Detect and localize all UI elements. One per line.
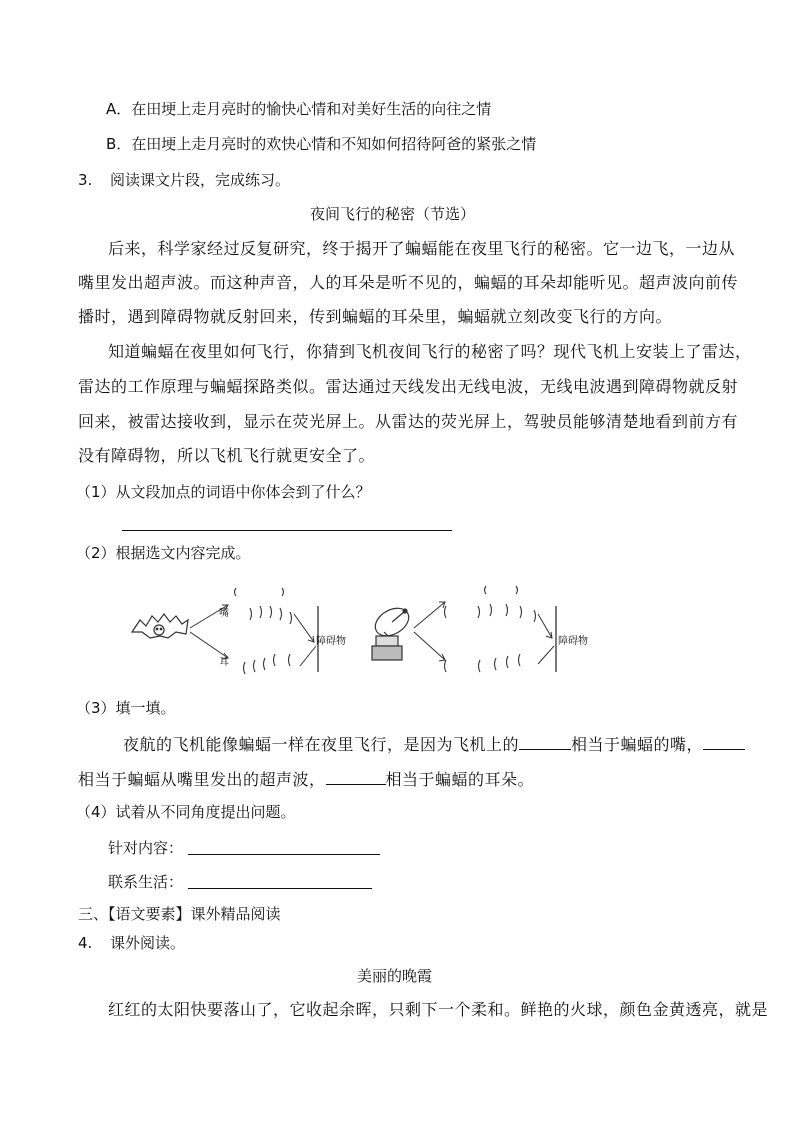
passage-line: 雷达的工作原理与蝙蝠探路类似。雷达通过天线发出无线电波，无线电波遇到障碍物就反射 <box>78 377 739 396</box>
bat-icon <box>132 614 188 638</box>
obstacle-label: 障碍物 <box>316 636 346 647</box>
blank-receiver[interactable] <box>326 768 386 785</box>
question-number-3: 3. <box>78 171 93 189</box>
radar-dish-icon <box>370 603 413 660</box>
fill-text-part1: 夜航的飞机能像蝙蝠一样在夜里飞行，是因为飞机上的 <box>123 735 520 754</box>
passage-line: 嘴里发出超声波。而这种声音，人的耳朵是听不见的，蝙蝠的耳朵却能听见。超声波向前传 <box>78 273 739 292</box>
article-title: 美丽的晚霞 <box>357 967 433 985</box>
section-heading: 三、【语文要素】课外精品阅读 <box>78 905 281 923</box>
passage-line: 知道蝙蝠在夜里如何飞行，你猜到飞机夜间飞行的秘密了吗？现代飞机上安装上了雷达， <box>108 342 752 361</box>
sub-question-2: （2）根据选文内容完成。 <box>76 544 251 562</box>
sub-question-4: （4）试着从不同角度提出问题。 <box>76 803 296 821</box>
blank-radar[interactable] <box>519 733 571 750</box>
blank-wave[interactable] <box>703 733 745 750</box>
question-number-4: 4. <box>78 934 93 952</box>
life-label: 联系生活： <box>108 873 184 891</box>
echolocation-diagram <box>0 570 794 690</box>
article-line: 红红的太阳快要落山了，它收起余晖，只剩下一个柔和。鲜艳的火球，颜色金黄透亮，就是 <box>108 1000 769 1019</box>
answer-line-1[interactable] <box>122 530 452 531</box>
question-3-instruction: 阅读课文片段，完成练习。 <box>110 171 291 189</box>
answer-line-content[interactable] <box>188 854 380 855</box>
mouth-label: 嘴 <box>219 608 229 619</box>
fill-text-part2: 相当于蝙蝠的嘴， <box>571 735 704 754</box>
passage-line: 播时，遇到障碍物就反射回来，传到蝙蝠的耳朵里，蝙蝠就立刻改变飞行的方向。 <box>78 307 673 326</box>
passage-line: 没有障碍物，所以飞机飞行就更安全了。 <box>78 446 376 465</box>
option-a: A．在田埂上走月亮时的愉快心情和对美好生活的向往之情 <box>106 100 492 118</box>
sub-question-1: （1）从文段加点的词语中你体会到了什么？ <box>76 483 371 501</box>
fill-line-1 <box>123 733 745 755</box>
question-4-instruction: 课外阅读。 <box>110 934 186 952</box>
fill-line-2 <box>78 768 534 790</box>
content-label: 针对内容： <box>108 839 184 857</box>
passage-line: 后来，科学家经过反复研究，终于揭开了蝙蝠能在夜里飞行的秘密。它一边飞，一边从 <box>108 239 736 258</box>
answer-line-life[interactable] <box>188 888 372 889</box>
option-b: B．在田埂上走月亮时的欢快心情和不知如何招待阿爸的紧张之情 <box>106 135 537 153</box>
obstacle-label: 障碍物 <box>558 636 588 647</box>
passage-title: 夜间飞行的秘密（节选） <box>310 205 476 223</box>
fill-text-part4: 相当于蝙蝠的耳朵。 <box>385 770 535 789</box>
sub-question-3: （3）填一填。 <box>76 699 176 717</box>
ear-label: 耳 <box>219 657 229 668</box>
fill-text-part3: 相当于蝙蝠从嘴里发出的超声波， <box>78 770 326 789</box>
passage-line: 回来，被雷达接收到，显示在荧光屏上。从雷达的荧光屏上，驾驶员能够清楚地看到前方有 <box>78 412 739 431</box>
